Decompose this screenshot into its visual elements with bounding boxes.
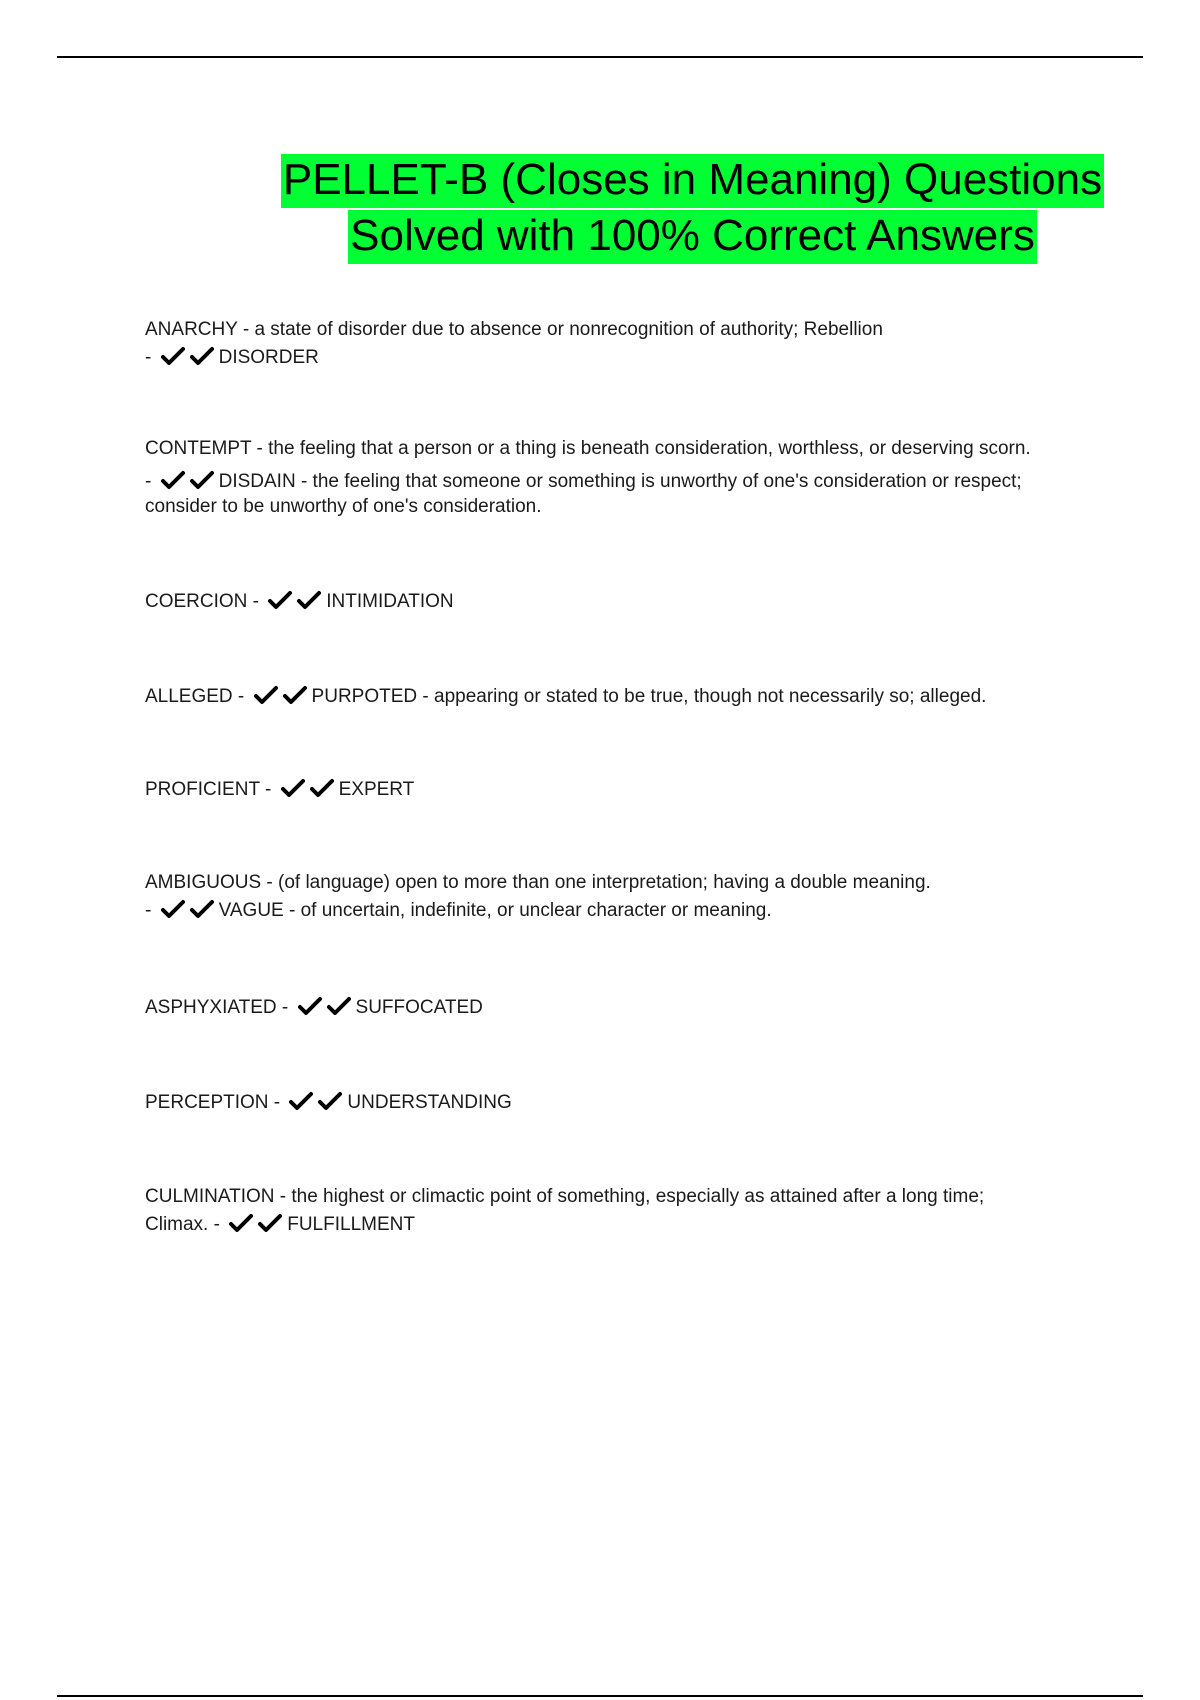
check-icon <box>318 1091 342 1111</box>
double-check <box>161 897 219 925</box>
question-text: COERCION - <box>145 591 259 612</box>
qa-entry-contempt <box>145 435 1095 519</box>
check-icon <box>161 470 185 490</box>
qa-entry-anarchy <box>145 316 883 372</box>
answer-text: UNDERSTANDING <box>347 1092 512 1113</box>
answer-text: SUFFOCATED <box>355 997 483 1018</box>
question-text: CONTEMPT - the feeling that a person or a thing is beneath consideration, worthless, or deserving scorn. <box>145 438 1031 459</box>
double-check <box>268 588 326 616</box>
qa-entry-asphyxiated <box>145 994 483 1022</box>
check-icon <box>254 685 278 705</box>
check-icon <box>327 996 351 1016</box>
answer-line <box>145 344 883 372</box>
answer-line <box>145 683 986 711</box>
top-rule <box>57 56 1143 58</box>
check-icon <box>190 346 214 366</box>
document-title <box>240 152 1145 264</box>
title-line-2: Solved with 100% Correct Answers <box>348 210 1037 264</box>
double-check <box>229 1211 287 1239</box>
double-check <box>254 683 312 711</box>
answer-text: PURPOTED - appearing or stated to be true, though not necessarily so; alleged. <box>311 686 987 707</box>
check-icon <box>283 685 307 705</box>
check-icon <box>268 590 292 610</box>
check-icon <box>161 346 185 366</box>
answer-prefix: - <box>145 900 152 921</box>
question-text: ASPHYXIATED - <box>145 997 289 1018</box>
question-text: ANARCHY - a state of disorder due to absence or nonrecognition of authority; Rebellion <box>145 319 883 340</box>
answer-text: EXPERT <box>338 779 415 800</box>
answer-text: DISORDER <box>218 347 319 368</box>
question-text: ALLEGED - <box>145 686 245 707</box>
answer-line <box>145 1211 984 1239</box>
qa-entry-perception <box>145 1089 512 1117</box>
qa-entry-alleged <box>145 683 986 711</box>
check-icon <box>190 899 214 919</box>
qa-entry-proficient <box>145 776 414 804</box>
answer-line <box>145 897 931 925</box>
qa-entry-culmination <box>145 1183 984 1239</box>
answer-text: DISDAIN - the feeling that someone or something is unworthy of one's consideration or respect; consider to be unworthy of one's consideration. <box>145 471 1022 517</box>
title-line-1: PELLET-B (Closes in Meaning) Questions <box>281 154 1104 208</box>
check-icon <box>161 899 185 919</box>
check-icon <box>229 1213 253 1233</box>
qa-entry-ambiguous <box>145 869 931 925</box>
check-icon <box>298 996 322 1016</box>
answer-line <box>145 1089 512 1117</box>
answer-text: INTIMIDATION <box>326 591 454 612</box>
question-text: PERCEPTION - <box>145 1092 281 1113</box>
answer-prefix: Climax. - <box>145 1214 220 1235</box>
check-icon <box>297 590 321 610</box>
double-check <box>161 344 219 372</box>
question-text: AMBIGUOUS - (of language) open to more than one interpretation; having a double meaning. <box>145 872 931 893</box>
check-icon <box>310 778 334 798</box>
answer-text: VAGUE - of uncertain, indefinite, or unclear character or meaning. <box>218 900 772 921</box>
double-check <box>289 1089 347 1117</box>
answer-text: FULFILLMENT <box>287 1214 415 1235</box>
check-icon <box>289 1091 313 1111</box>
check-icon <box>258 1213 282 1233</box>
question-text: PROFICIENT - <box>145 779 272 800</box>
question-text: CULMINATION - the highest or climactic point of something, especially as attained after a long time; <box>145 1186 985 1207</box>
answer-line <box>145 776 414 804</box>
double-check <box>161 469 219 494</box>
bottom-rule <box>57 1695 1143 1697</box>
check-icon <box>281 778 305 798</box>
check-icon <box>190 470 214 490</box>
double-check <box>298 994 356 1022</box>
qa-entry-coercion <box>145 588 454 616</box>
answer-prefix: - <box>145 471 152 492</box>
answer-line <box>145 588 454 616</box>
answer-prefix: - <box>145 347 152 368</box>
answer-line <box>145 469 1025 519</box>
double-check <box>281 776 339 804</box>
answer-line <box>145 994 483 1022</box>
